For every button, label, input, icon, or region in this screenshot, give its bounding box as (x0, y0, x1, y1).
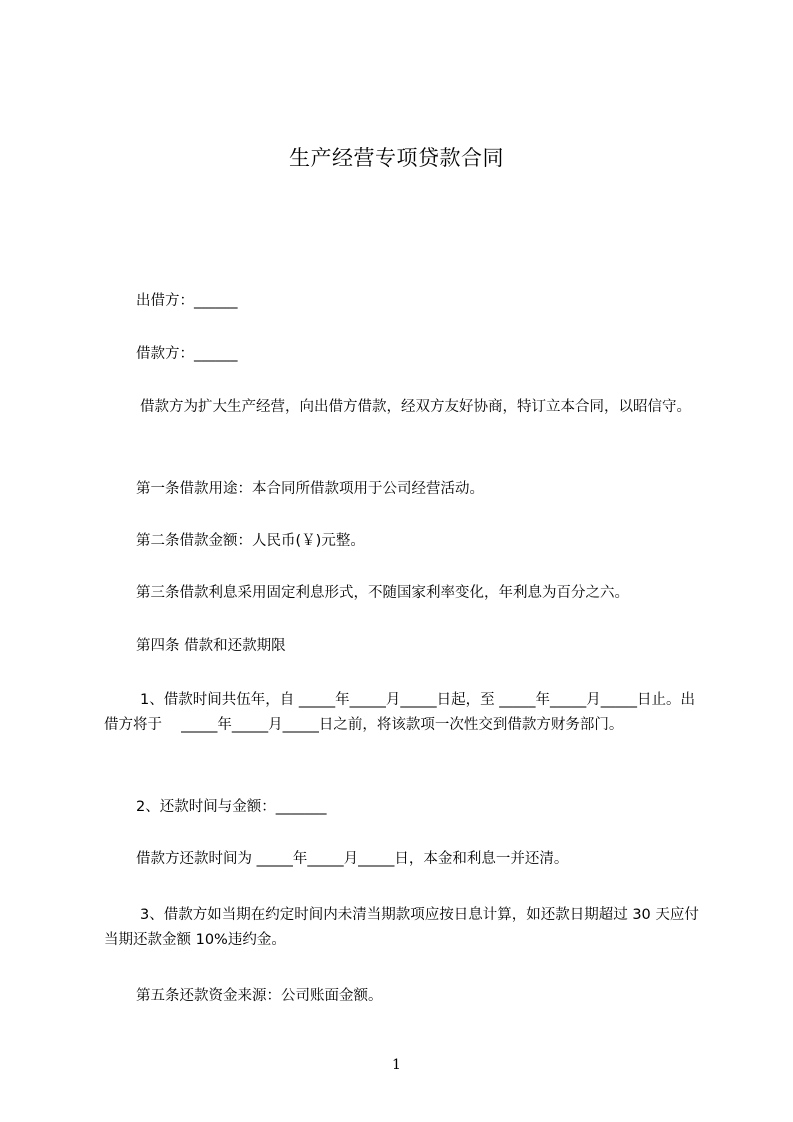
borrower-line: 借款方：______ (136, 346, 238, 362)
page-number: 1 (392, 1057, 401, 1073)
article-4-clause-3: 3、借款方如当期在约定时间内未清当期款项应按日息计算，如还款日期超过 30 天应付当期还款金额 10%违约金。 (104, 907, 699, 948)
article-1-purpose: 第一条借款用途：本合同所借款项用于公司经营活动。 (136, 481, 484, 497)
article-5-funding-source: 第五条还款资金来源：公司账面金额。 (136, 988, 383, 1004)
article-3-interest: 第三条借款利息采用固定利息形式，不随国家利率变化，年利息为百分之六。 (136, 585, 629, 601)
document-title: 生产经营专项贷款合同 (289, 146, 504, 170)
repayment-time-line: 借款方还款时间为 _____年_____月_____日，本金和利息一并还清。 (136, 851, 569, 867)
article-4-clause-1: 1、借款时间共伍年，自 _____年_____月_____日起，至 _____年_____月_____日止。出借方将于 _____年_____月_____日之前，将该款项一次性交到借款方财务部门。 (104, 692, 695, 733)
lender-line: 出借方：______ (136, 293, 238, 309)
article-4-heading: 第四条 借款和还款期限 (136, 638, 286, 654)
preamble-paragraph: 借款方为扩大生产经营，向出借方借款，经双方友好协商，特订立本合同，以昭信守。 (140, 399, 691, 415)
article-4-clause-2: 2、还款时间与金额：_______ (136, 799, 327, 815)
article-2-amount: 第二条借款金额：人民币(￥)元整。 (136, 533, 365, 549)
